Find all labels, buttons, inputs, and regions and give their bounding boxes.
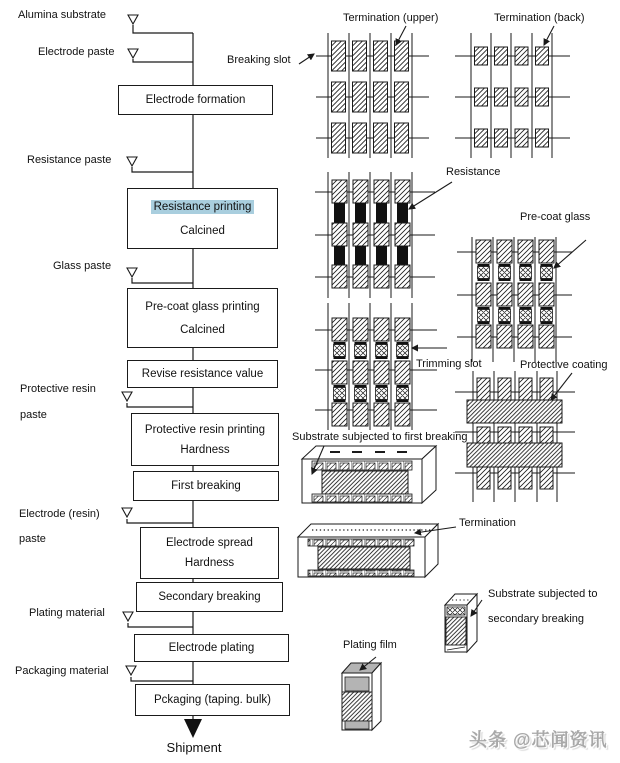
step-label: Calcined bbox=[180, 225, 225, 237]
step-label: Electrode spread bbox=[166, 537, 253, 549]
input-label-protective-resin: Protective resin bbox=[20, 383, 96, 395]
step-label: Pre-coat glass printing bbox=[145, 300, 260, 313]
terminal-label-shipment: Shipment bbox=[166, 740, 222, 755]
illustration-protective-coating bbox=[455, 371, 575, 502]
illustration-substrate-secondary-breaking bbox=[445, 594, 477, 652]
callout-substrate-secondary-line1: Substrate subjected to bbox=[488, 588, 598, 600]
input-label-glass-paste: Glass paste bbox=[53, 260, 112, 272]
input-label-alumina-substrate: Alumina substrate bbox=[18, 9, 107, 21]
step-label: Electrode plating bbox=[168, 642, 255, 654]
step-box-revise-resistance-value bbox=[127, 360, 278, 388]
step-box-resistance-printing bbox=[127, 188, 278, 249]
step-label: Hardness bbox=[180, 443, 230, 456]
step-box-protective-resin-printing bbox=[131, 413, 279, 466]
step-box-precoat-glass-printing bbox=[127, 288, 278, 348]
step-label-highlighted: Resistance printing bbox=[151, 200, 255, 214]
illustration-resistance-printed bbox=[315, 172, 435, 298]
step-label: Pckaging (taping. bulk) bbox=[154, 694, 271, 706]
step-label: Electrode formation bbox=[145, 94, 246, 106]
input-label-plating-material: Plating material bbox=[29, 607, 105, 619]
callout-breaking-slot: Breaking slot bbox=[227, 54, 291, 66]
callout-substrate-secondary-line2: secondary breaking bbox=[488, 613, 585, 625]
step-label: Secondary breaking bbox=[158, 591, 261, 603]
callout-substrate-first-breaking: Substrate subjected to first breaking bbox=[292, 431, 468, 443]
shipment-arrow-icon bbox=[184, 719, 202, 738]
step-box-electrode-formation bbox=[118, 85, 273, 115]
callout-termination-upper: Termination (upper) bbox=[343, 12, 439, 24]
callout-protective-coating: Protective coating bbox=[520, 359, 608, 371]
step-label: Protective resin printing bbox=[144, 423, 266, 436]
callout-resistance: Resistance bbox=[446, 166, 501, 178]
step-label: First breaking bbox=[171, 480, 241, 492]
callout-termination: Termination bbox=[459, 517, 516, 529]
illustration-precoat-glass bbox=[457, 237, 572, 362]
callout-termination-back: Termination (back) bbox=[494, 12, 585, 24]
step-label: Hardness bbox=[184, 557, 235, 569]
step-box-electrode-spread bbox=[140, 527, 279, 579]
step-box-first-breaking bbox=[133, 471, 279, 501]
step-box-secondary-breaking bbox=[136, 582, 283, 612]
step-label: Revise resistance value bbox=[141, 368, 264, 380]
watermark: 头条 @芯闻资讯 bbox=[469, 730, 608, 750]
input-label-electrode-paste: Electrode paste bbox=[38, 46, 115, 58]
callout-trimming-slot: Trimming slot bbox=[416, 358, 482, 370]
illustration-plating-film-chip bbox=[342, 663, 381, 730]
illustration-termination-back bbox=[455, 33, 570, 158]
step-label: Calcined bbox=[180, 323, 225, 336]
input-label-electrode-resin-2: paste bbox=[19, 533, 46, 545]
input-label-electrode-resin: Electrode (resin) bbox=[19, 508, 100, 520]
callout-plating-film: Plating film bbox=[343, 639, 397, 651]
input-label-protective-resin-2: paste bbox=[20, 409, 47, 421]
callout-precoat-glass: Pre-coat glass bbox=[520, 211, 591, 223]
illustration-substrate-first-breaking bbox=[302, 446, 436, 503]
step-box-electrode-plating bbox=[134, 634, 289, 662]
input-label-resistance-paste: Resistance paste bbox=[27, 154, 112, 166]
illustration-termination-bar bbox=[298, 524, 438, 577]
illustration-termination-upper bbox=[316, 33, 429, 158]
input-label-packaging-material: Packaging material bbox=[15, 665, 109, 677]
step-box-packaging bbox=[135, 684, 290, 716]
